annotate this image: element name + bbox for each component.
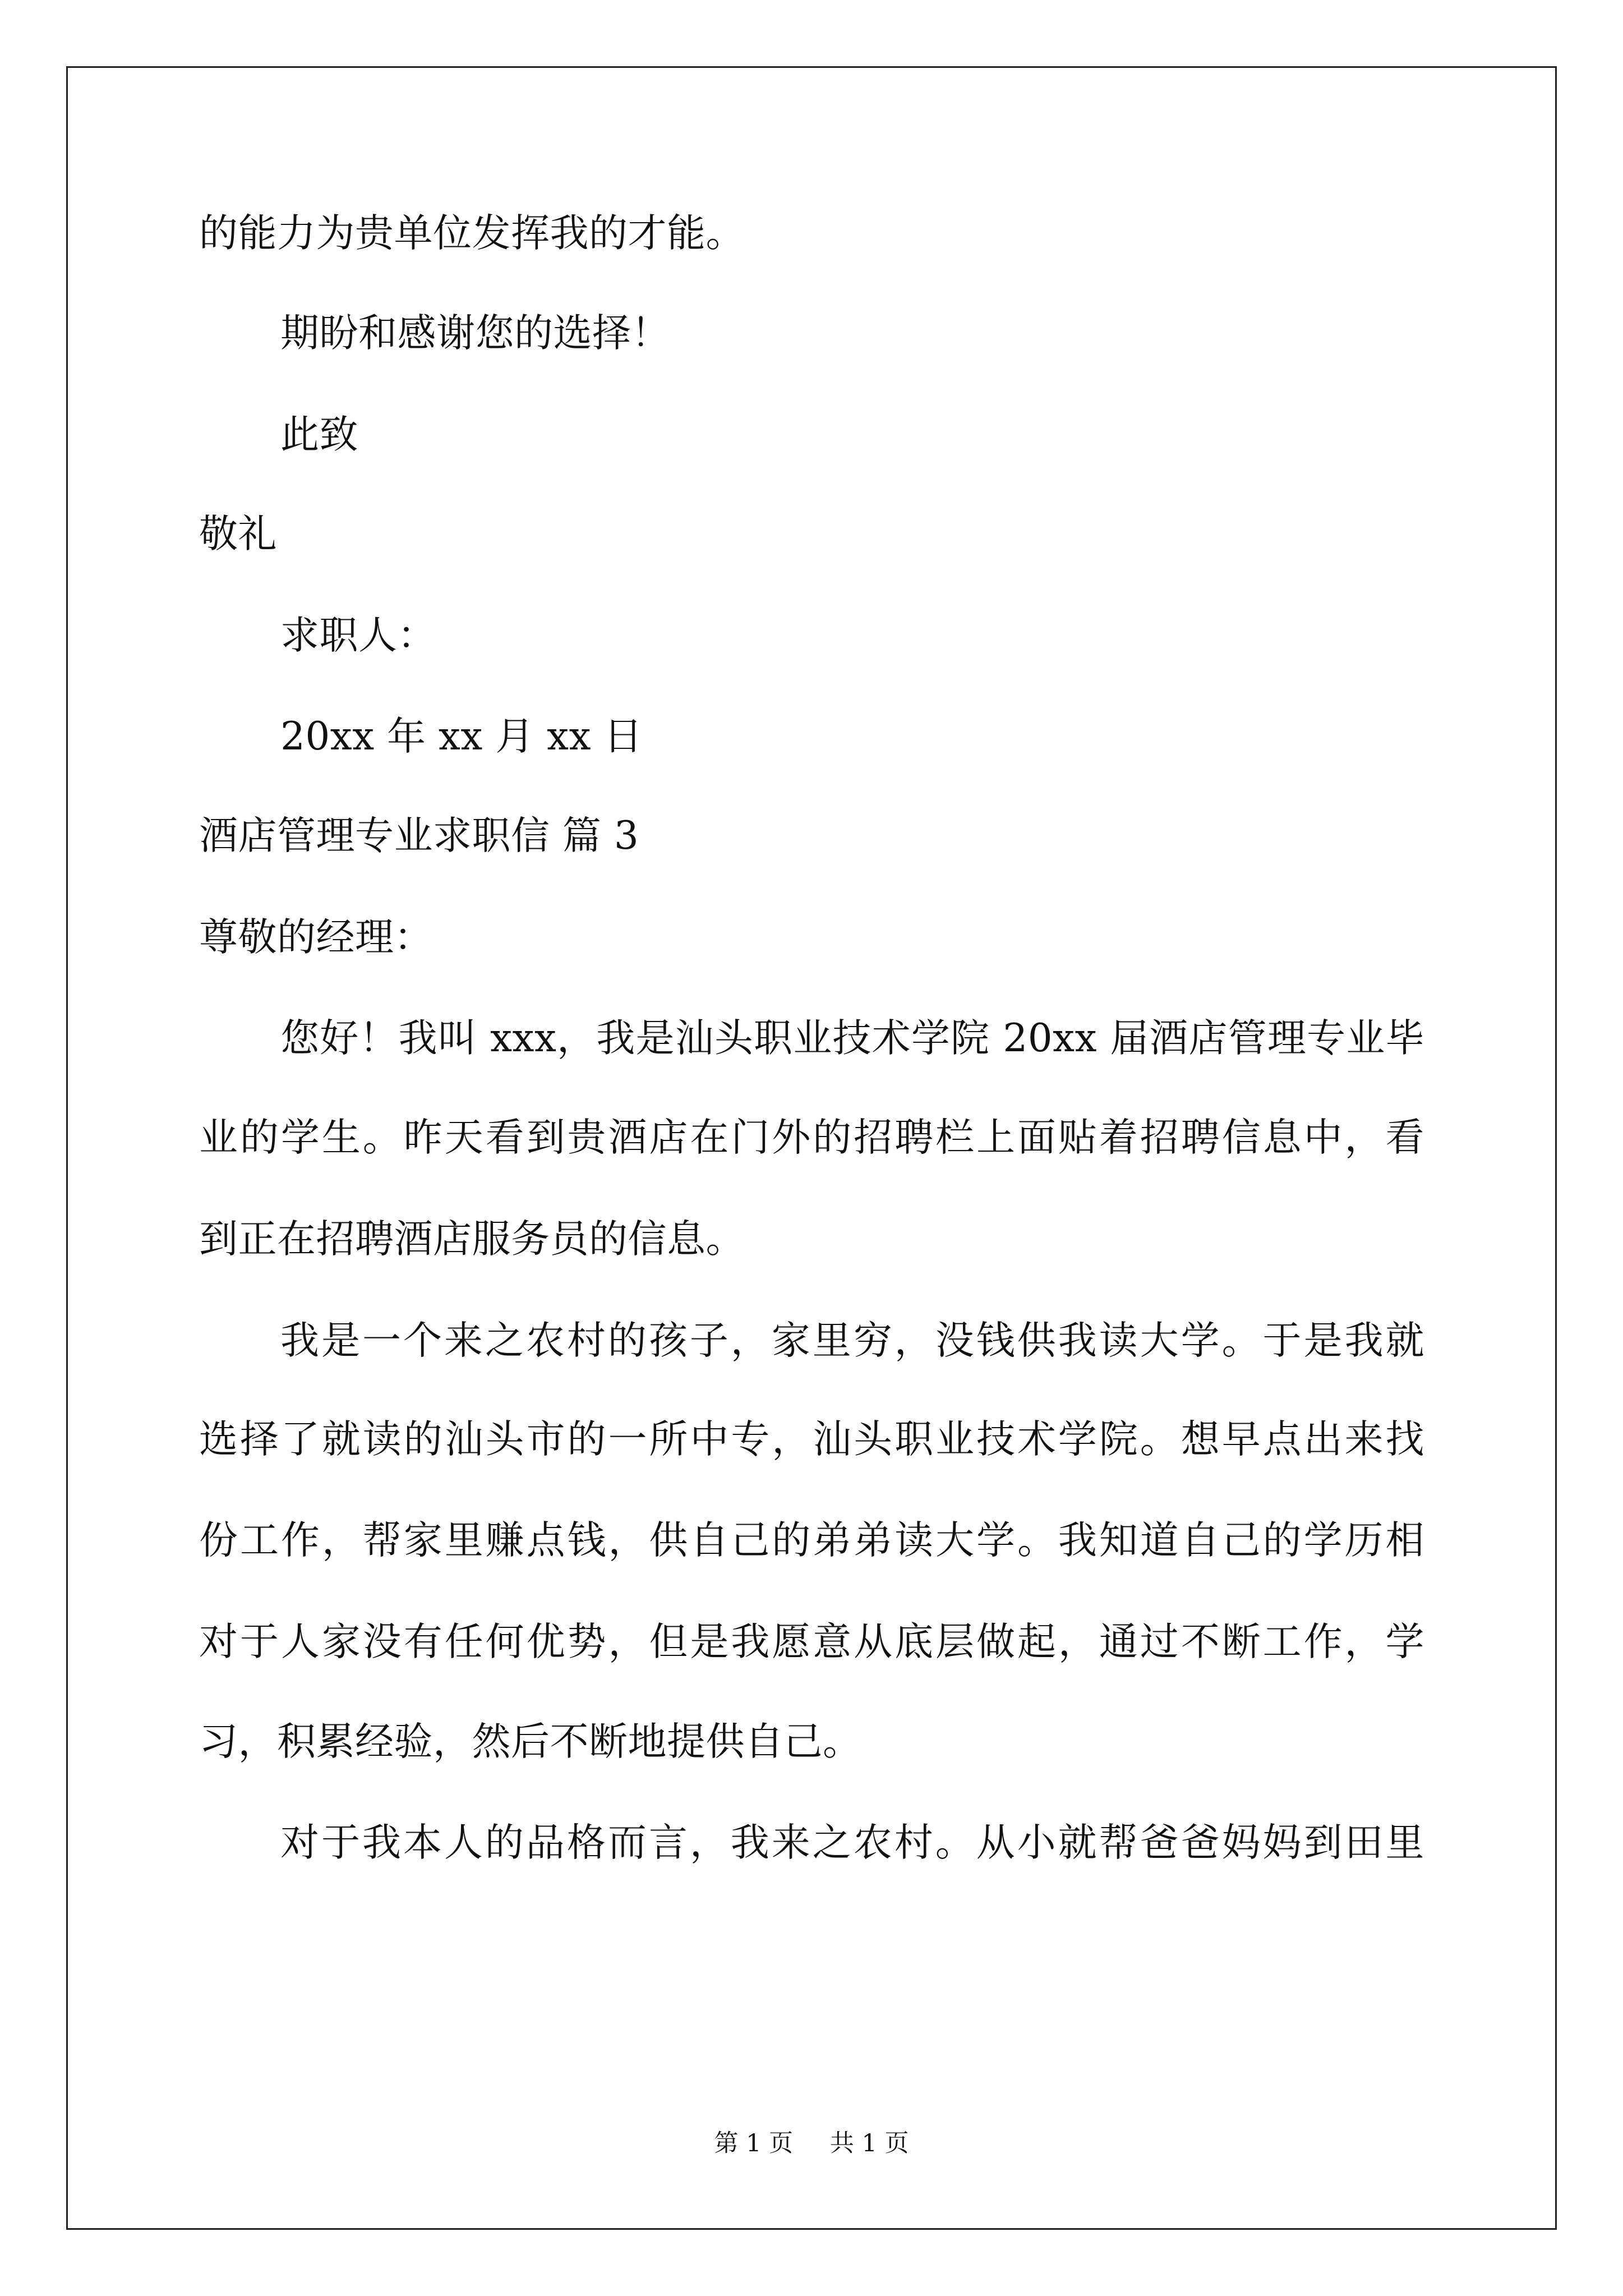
salutation-close-line: 此致 [280,412,358,457]
body-line: 我是一个来之农村的孩子，家里穷，没钱供我读大学。于是我就 [280,1318,1424,1363]
body-line: 您好！我叫 xxx，我是汕头职业技术学院 20xx 届酒店管理专业毕 [280,1016,1424,1061]
body-line: 到正在招聘酒店服务员的信息。 [199,1217,745,1262]
page-total: 共 1 页 [829,2129,909,2157]
body-line: 习，积累经验，然后不断地提供自己。 [199,1719,862,1764]
date-line: 20xx 年 xx 月 xx 日 [280,714,643,759]
body-line: 的能力为贵单位发挥我的才能。 [199,211,745,256]
greeting-line: 尊敬的经理： [199,915,433,960]
body-line: 对于我本人的品格而言，我来之农村。从小就帮爸爸妈妈到田里 [280,1820,1424,1865]
page-number: 第 1 页 [714,2129,794,2157]
applicant-line: 求职人： [280,613,436,658]
closing-line: 期盼和感谢您的选择！ [280,311,670,356]
body-line: 业的学生。昨天看到贵酒店在门外的招聘栏上面贴着招聘信息中，看 [199,1115,1424,1160]
body-line: 份工作，帮家里赚点钱，供自己的弟弟读大学。我知道自己的学历相 [199,1518,1424,1563]
body-line: 对于人家没有任何优势，但是我愿意从底层做起，通过不断工作，学 [199,1619,1424,1664]
section-title: 酒店管理专业求职信 篇 3 [199,813,639,858]
page-footer [0,2129,1623,2157]
body-line: 选择了就读的汕头市的一所中专，汕头职业技术学院。想早点出来找 [199,1417,1424,1462]
regards-line: 敬礼 [199,512,277,556]
